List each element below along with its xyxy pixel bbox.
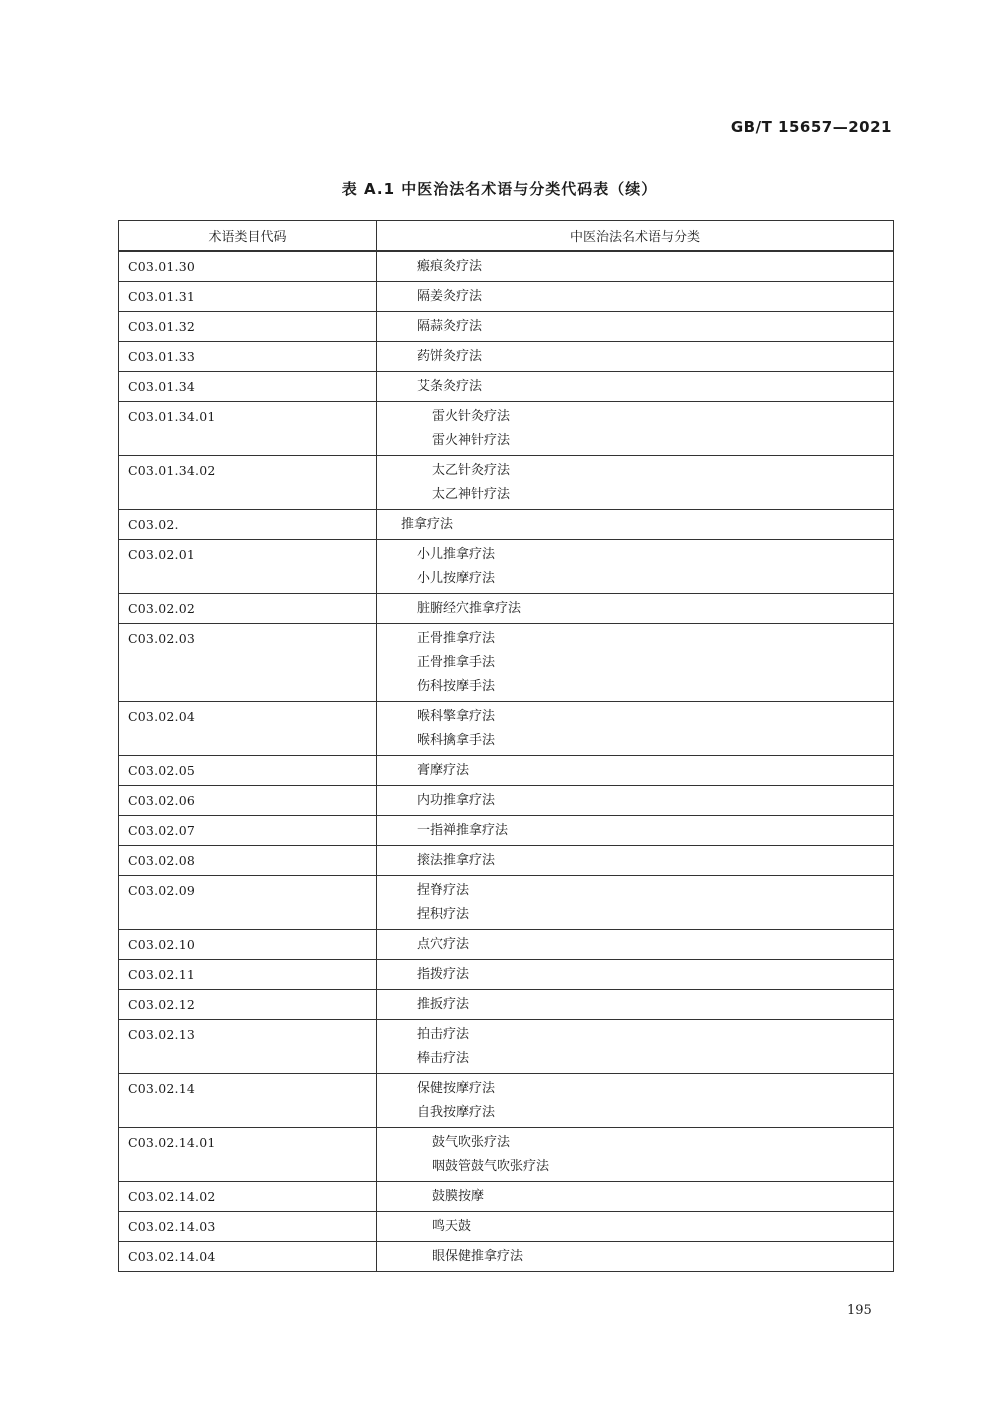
term-names-cell [377, 990, 894, 1020]
term-name: 咽鼓管鼓气吹张疗法 [432, 1159, 550, 1174]
term-names-cell [377, 251, 894, 282]
term-name: 膏摩疗法 [417, 763, 470, 778]
term-names-cell [377, 876, 894, 930]
table-row [119, 816, 894, 846]
term-name: 药饼灸疗法 [417, 349, 483, 364]
table-row [119, 990, 894, 1020]
term-name: 喉科擒拿手法 [417, 733, 496, 748]
table-row [119, 1242, 894, 1272]
term-names-cell [377, 402, 894, 456]
term-name: 瘢痕灸疗法 [417, 259, 483, 274]
term-names-cell [377, 846, 894, 876]
term-names-cell [377, 1212, 894, 1242]
term-name: 小儿按摩疗法 [417, 571, 496, 586]
term-name: 推扳疗法 [417, 997, 470, 1012]
term-names-cell [377, 456, 894, 510]
term-name: 太乙神针疗法 [432, 487, 511, 502]
table-row [119, 786, 894, 816]
term-code: C03.01.33 [119, 342, 377, 372]
term-names-cell [377, 624, 894, 702]
term-names-cell [377, 1128, 894, 1182]
term-name: 隔蒜灸疗法 [417, 319, 483, 334]
term-code: C03.02.14.04 [119, 1242, 377, 1272]
term-names-cell [377, 756, 894, 786]
term-names-cell [377, 930, 894, 960]
term-code: C03.01.31 [119, 282, 377, 312]
term-name: 拍击疗法 [417, 1027, 470, 1042]
term-names-cell [377, 1074, 894, 1128]
term-code: C03.02.12 [119, 990, 377, 1020]
term-names-cell [377, 1020, 894, 1074]
term-code: C03.01.32 [119, 312, 377, 342]
term-name: 雷火针灸疗法 [432, 409, 511, 424]
term-name: 棒击疗法 [417, 1051, 470, 1066]
term-name: 太乙针灸疗法 [432, 463, 511, 478]
term-code: C03.01.34.01 [119, 402, 377, 456]
term-code: C03.02.02 [119, 594, 377, 624]
table-row [119, 1020, 894, 1074]
standard-number: GB/T 15657—2021 [730, 118, 892, 136]
term-name: 捏积疗法 [417, 907, 470, 922]
table-row [119, 1212, 894, 1242]
term-name: 隔姜灸疗法 [417, 289, 483, 304]
table-row [119, 960, 894, 990]
table-row [119, 510, 894, 540]
term-name: 雷火神针疗法 [432, 433, 511, 448]
term-names-cell [377, 960, 894, 990]
page-number: 195 [847, 1303, 872, 1318]
term-name: 脏腑经穴推拿疗法 [417, 601, 522, 616]
table-row [119, 372, 894, 402]
table-row [119, 282, 894, 312]
table-row [119, 876, 894, 930]
table-row [119, 624, 894, 702]
term-name: 指拨疗法 [417, 967, 470, 982]
table-row [119, 594, 894, 624]
term-name: 艾条灸疗法 [417, 379, 483, 394]
term-code: C03.02. [119, 510, 377, 540]
table-row [119, 1182, 894, 1212]
term-code: C03.02.13 [119, 1020, 377, 1074]
term-name: 喉科擎拿疗法 [417, 709, 496, 724]
term-names-cell [377, 540, 894, 594]
term-names-cell [377, 1182, 894, 1212]
term-code: C03.02.14 [119, 1074, 377, 1128]
term-code: C03.02.04 [119, 702, 377, 756]
term-names-cell [377, 816, 894, 846]
term-names-cell [377, 312, 894, 342]
table-title: 表 A.1 中医治法名术语与分类代码表（续） [341, 180, 658, 198]
term-name: 一指禅推拿疗法 [417, 823, 509, 838]
term-name: 内功推拿疗法 [417, 793, 496, 808]
term-code: C03.01.34 [119, 372, 377, 402]
term-name: 保健按摩疗法 [417, 1081, 496, 1096]
term-name: 㨰法推拿疗法 [417, 853, 496, 868]
term-code: C03.02.03 [119, 624, 377, 702]
column-header-code: 术语类目代码 [119, 221, 377, 252]
term-classification-table [118, 220, 894, 1272]
term-names-cell [377, 594, 894, 624]
term-names-cell [377, 282, 894, 312]
term-names-cell [377, 510, 894, 540]
table-row [119, 251, 894, 282]
term-name: 点穴疗法 [417, 937, 470, 952]
term-name: 正骨推拿手法 [417, 655, 496, 670]
term-code: C03.02.14.03 [119, 1212, 377, 1242]
term-names-cell [377, 1242, 894, 1272]
term-code: C03.02.06 [119, 786, 377, 816]
term-names-cell [377, 342, 894, 372]
table-row [119, 1128, 894, 1182]
table-row [119, 402, 894, 456]
term-name: 鼓气吹张疗法 [432, 1135, 511, 1150]
column-header-terms: 中医治法名术语与分类 [377, 221, 894, 252]
table-row [119, 1074, 894, 1128]
table-row [119, 456, 894, 510]
table-row [119, 846, 894, 876]
term-code: C03.02.01 [119, 540, 377, 594]
table-row [119, 342, 894, 372]
term-code: C03.02.10 [119, 930, 377, 960]
table-row [119, 702, 894, 756]
table-row [119, 930, 894, 960]
term-names-cell [377, 702, 894, 756]
term-name: 推拿疗法 [401, 517, 454, 532]
term-name: 捏脊疗法 [417, 883, 470, 898]
term-name: 小儿推拿疗法 [417, 547, 496, 562]
term-name: 鼓膜按摩 [432, 1189, 485, 1204]
term-name: 伤科按摩手法 [417, 679, 496, 694]
term-name: 鸣天鼓 [432, 1219, 472, 1234]
term-code: C03.02.07 [119, 816, 377, 846]
term-code: C03.02.14.02 [119, 1182, 377, 1212]
term-names-cell [377, 372, 894, 402]
term-name: 眼保健推拿疗法 [432, 1249, 524, 1264]
term-code: C03.02.08 [119, 846, 377, 876]
term-code: C03.02.11 [119, 960, 377, 990]
term-code: C03.02.09 [119, 876, 377, 930]
table-row [119, 312, 894, 342]
term-name: 正骨推拿疗法 [417, 631, 496, 646]
table-row [119, 756, 894, 786]
term-name: 自我按摩疗法 [417, 1105, 496, 1120]
term-code: C03.02.05 [119, 756, 377, 786]
term-code: C03.01.34.02 [119, 456, 377, 510]
term-code: C03.01.30 [119, 251, 377, 282]
table-header-row [119, 221, 894, 252]
table-row [119, 540, 894, 594]
term-code: C03.02.14.01 [119, 1128, 377, 1182]
term-names-cell [377, 786, 894, 816]
